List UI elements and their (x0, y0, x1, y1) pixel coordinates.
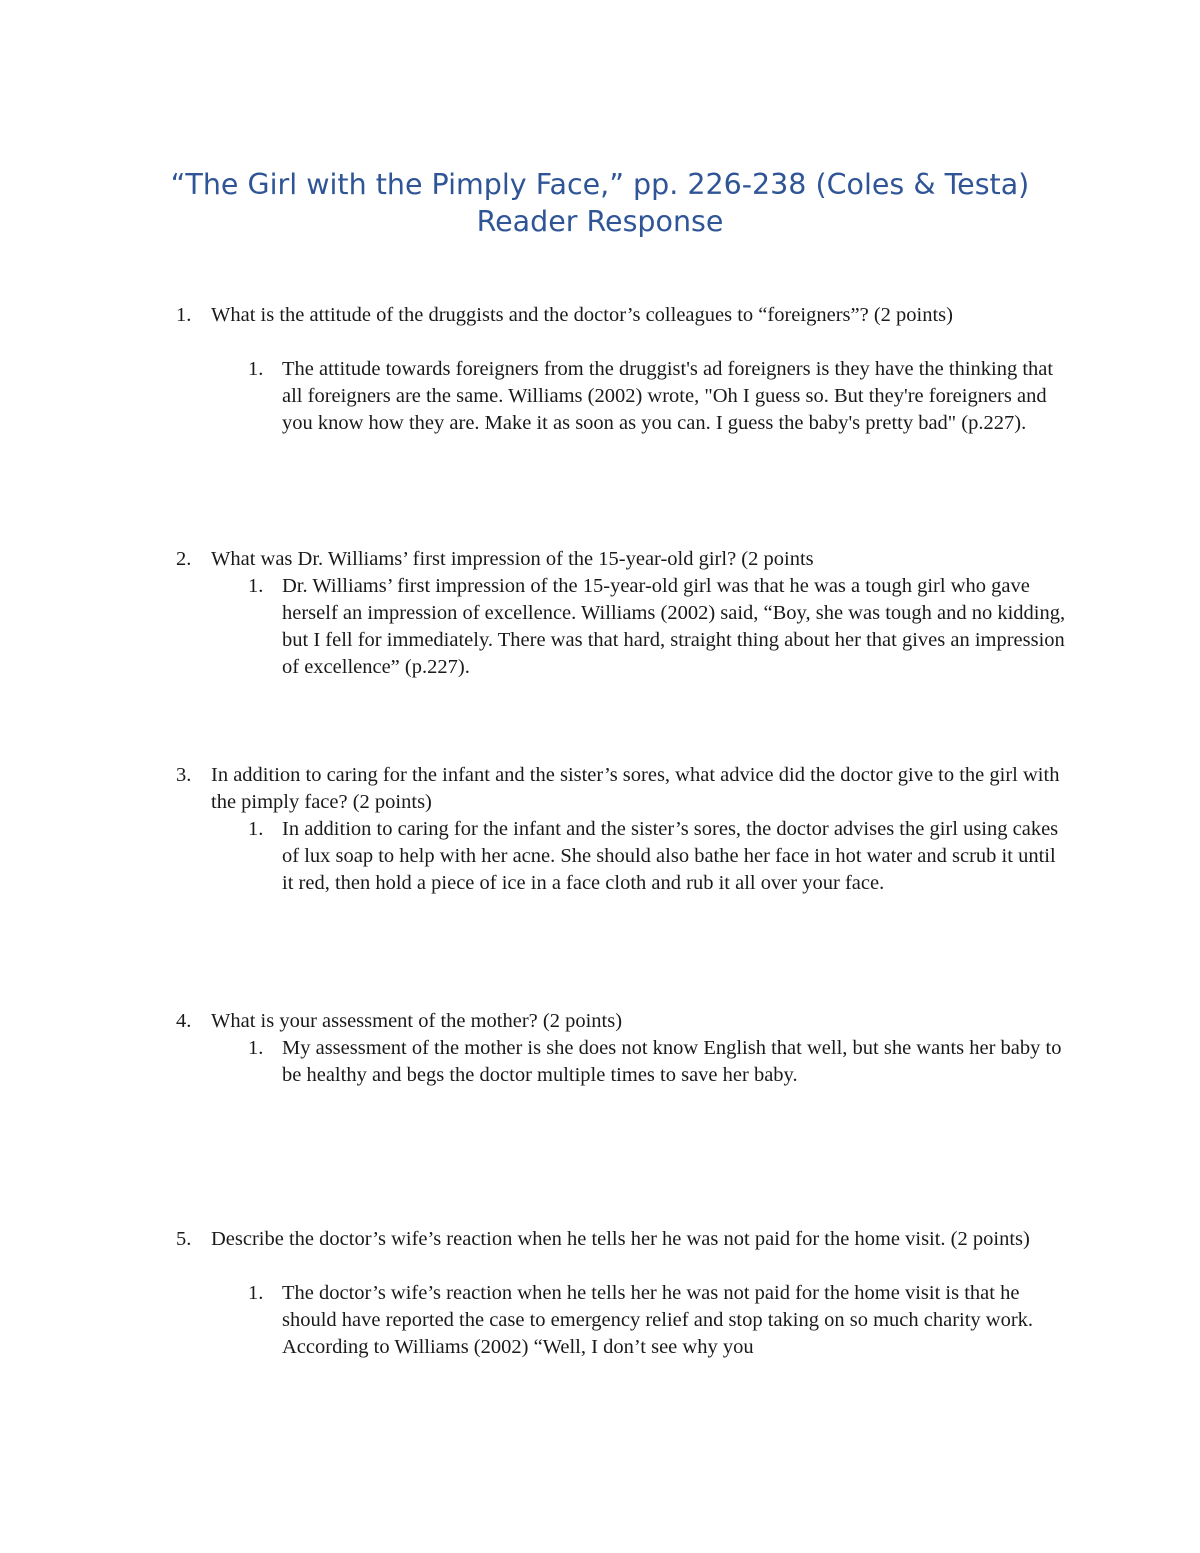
answer-text: My assessment of the mother is she does not know English that well, but she wants her baby to be healthy and begs the doctor multiple times to save her baby. (282, 1037, 1062, 1086)
answer-number: 1. (248, 818, 264, 840)
document-title: “The Girl with the Pimply Face,” pp. 226-238 (Coles & Testa) Reader Response (170, 168, 1030, 238)
question-number: 4. (176, 1010, 192, 1032)
answer-number: 1. (248, 575, 264, 597)
answer-text: In addition to caring for the infant and the sister’s sores, the doctor advises the girl using cakes of lux soap to help with her acne. She should also bathe her face in hot water and scrub it until it red, then hold a piece of ice in a face cloth and rub it all over your face. (282, 818, 1059, 894)
question-text: What is the attitude of the druggists and the doctor’s colleagues to “foreigners”? (2 points) (211, 304, 953, 326)
question-number: 3. (176, 764, 192, 786)
answer-text: The doctor’s wife’s reaction when he tells her he was not paid for the home visit is that he should have reported the case to emergency relief and stop taking on so much charity work. According to Williams (2002) “Well, I don’t see why you (282, 1282, 1034, 1358)
question-text: What was Dr. Williams’ first impression of the 15-year-old girl? (2 points (211, 548, 814, 570)
question-number: 1. (176, 304, 192, 326)
question-text: Describe the doctor’s wife’s reaction when he tells her he was not paid for the home visit. (2 points) (211, 1228, 1030, 1250)
question-text: What is your assessment of the mother? (2 points) (211, 1010, 623, 1032)
question-number: 5. (176, 1228, 192, 1250)
answer-number: 1. (248, 1037, 264, 1059)
question-text: In addition to caring for the infant and the sister’s sores, what advice did the doctor give to the girl with the pimply face? (2 points) (211, 764, 1060, 813)
question-number: 2. (176, 548, 192, 570)
answer-text: The attitude towards foreigners from the druggist's ad foreigners is they have the thinking that all foreigners are the same. Williams (2002) wrote, "Oh I guess so. But they're foreigners and you know how they are. Make it as soon as you can. I guess the baby's pretty bad" (p.227). (282, 358, 1054, 434)
answer-number: 1. (248, 1282, 264, 1304)
answer-text: Dr. Williams’ first impression of the 15-year-old girl was that he was a tough girl who gave herself an impression of excellence. Williams (2002) said, “Boy, she was tough and no kidding, but I fell for immediately. There was that hard, straight thing about her that gives an impression of excellence” (p.227). (282, 575, 1066, 678)
answer-number: 1. (248, 358, 264, 380)
